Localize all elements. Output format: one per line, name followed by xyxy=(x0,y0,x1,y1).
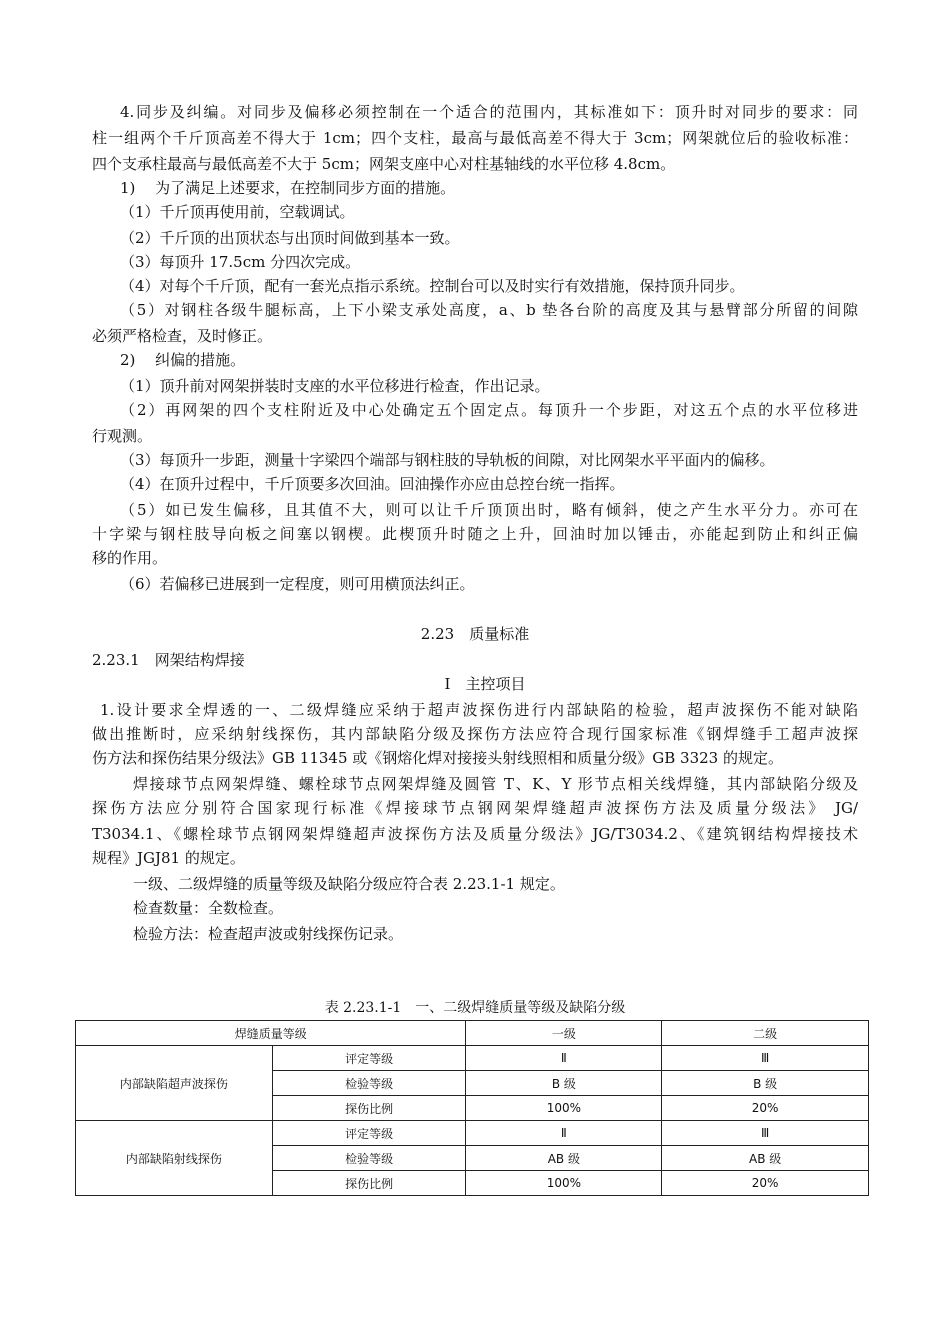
table-cell: Ⅲ xyxy=(662,1121,869,1146)
sync-subheading: 2) 纠偏的措施。 xyxy=(120,351,246,369)
main-para-line: 一级、二级焊缝的质量等级及缺陷分级应符合表 2.23.1-1 规定。 xyxy=(133,875,565,893)
section-title: 2.23 质量标准 xyxy=(420,625,530,643)
list-item: 必须严格检查，及时修正。 xyxy=(92,327,273,345)
sync-para-line: 柱一组两个千斤顶高差不得大于 1cm；四个支柱，最高与最低高差不得大于 3cm；网架就位后的验收标准： xyxy=(92,129,858,147)
table-cell: 探伤比例 xyxy=(272,1171,466,1196)
table-cell: 检验等级 xyxy=(272,1146,466,1171)
table-cell: B 级 xyxy=(662,1071,869,1096)
list-item: （5）如已发生偏移，且其值不大，则可以让千斤顶顶出时，略有倾斜，使之产生水平分力。亦可在 xyxy=(120,501,858,519)
table-group-cell: 内部缺陷超声波探伤 xyxy=(76,1046,273,1121)
table-cell: 探伤比例 xyxy=(272,1096,466,1121)
main-para-line: 检查数量：全数检查。 xyxy=(133,899,284,917)
table-cell: AB 级 xyxy=(466,1146,662,1171)
list-item: （1）顶升前对网架拼装时支座的水平位移进行检查，作出记录。 xyxy=(120,377,550,395)
table-cell: 20% xyxy=(662,1096,869,1121)
table-cell: 100% xyxy=(466,1096,662,1121)
list-item: （3）每顶升一步距，测量十字梁四个端部与钢柱肢的导轨板的间隙，对比网架水平平面内的偏移。 xyxy=(120,451,775,469)
list-item: （5）对钢柱各级牛腿标高，上下小梁支承处高度，a、b 垫各台阶的高度及其与悬臂部分所留的间隙 xyxy=(120,301,858,319)
table-cell: Ⅲ xyxy=(662,1046,869,1071)
list-item: 行观测。 xyxy=(92,427,153,445)
main-para-line: 1.设计要求全焊透的一、二级焊缝应采纳于超声波探伤进行内部缺陷的检验，超声波探伤不能对缺陷 xyxy=(100,701,858,719)
list-item: （2）千斤顶的出顶状态与出顶时间做到基本一致。 xyxy=(120,229,460,247)
table-cell: Ⅱ xyxy=(466,1046,662,1071)
table-header-cell: 焊缝质量等级 xyxy=(76,1021,466,1046)
table-cell: B 级 xyxy=(466,1071,662,1096)
table-cell: Ⅱ xyxy=(466,1121,662,1146)
table-cell: AB 级 xyxy=(662,1146,869,1171)
table-header-cell: 二级 xyxy=(662,1021,869,1046)
main-para-line: 规程》JGJ81 的规定。 xyxy=(92,849,245,867)
table-row xyxy=(76,1121,869,1146)
main-para-line: 检验方法：检查超声波或射线探伤记录。 xyxy=(133,925,404,943)
sync-para-line: 四个支承柱最高与最低高差不大于 5cm；网架支座中心对柱基轴线的水平位移 4.8cm。 xyxy=(92,155,676,173)
list-item: （4）在顶升过程中，千斤顶要多次回油。回油操作亦应由总控台统一指挥。 xyxy=(120,475,625,493)
main-para-line: 做出推断时，应采纳射线探伤，其内部缺陷分级及探伤方法应符合现行国家标准《钢焊缝手工超声波探 xyxy=(92,725,858,743)
list-item: （3）每顶升 17.5cm 分四次完成。 xyxy=(120,253,361,271)
part-title: Ⅰ 主控项目 xyxy=(444,675,526,693)
list-item: （2）再网架的四个支柱附近及中心处确定五个固定点。每顶升一个步距，对这五个点的水平位移进 xyxy=(120,401,858,419)
main-para-line: 伤方法和探伤结果分级法》GB 11345 或《钢熔化焊对接接头射线照相和质量分级》GB 3323 的规定。 xyxy=(92,749,783,767)
list-item: （1）千斤顶再使用前，空载调试。 xyxy=(120,203,355,221)
table-header-row xyxy=(76,1021,869,1046)
table-cell: 检验等级 xyxy=(272,1071,466,1096)
list-item: 十字梁与钢柱肢导向板之间塞以钢楔。此楔顶升时随之上升，回油时加以锤击，亦能起到防止和纠正偏 xyxy=(92,525,858,543)
main-para-line: 焊接球节点网架焊缝、螺栓球节点网架焊缝及圆管 T、K、Y 形节点相关线焊缝，其内部缺陷分级及 xyxy=(133,775,858,793)
subsection-title: 2.23.1 网架结构焊接 xyxy=(92,651,245,669)
table-group-cell: 内部缺陷射线探伤 xyxy=(76,1121,273,1196)
table-cell: 100% xyxy=(466,1171,662,1196)
table-cell: 评定等级 xyxy=(272,1046,466,1071)
table-cell: 20% xyxy=(662,1171,869,1196)
table-cell: 评定等级 xyxy=(272,1121,466,1146)
weld-quality-table xyxy=(75,1020,869,1196)
table-row xyxy=(76,1046,869,1071)
main-para-line: T3034.1、《螺栓球节点钢网架焊缝超声波探伤方法及质量分级法》JG/T3034.2、《建筑钢结构焊接技术 xyxy=(92,825,858,843)
table-caption: 表 2.23.1-1 一、二级焊缝质量等级及缺陷分级 xyxy=(324,1000,626,1016)
list-item: （4）对每个千斤顶，配有一套光点指示系统。控制台可以及时实行有效措施，保持顶升同步。 xyxy=(120,277,745,295)
table-header-cell: 一级 xyxy=(466,1021,662,1046)
list-item: 移的作用。 xyxy=(92,549,168,567)
list-item: （6）若偏移已进展到一定程度，则可用横顶法纠正。 xyxy=(120,575,475,593)
sync-para-line: 4.同步及纠编。对同步及偏移必须控制在一个适合的范围内，其标准如下：顶升时对同步的要求：同 xyxy=(120,103,858,121)
main-para-line: 探伤方法应分别符合国家现行标准《焊接球节点钢网架焊缝超声波探伤方法及质量分级法》 JG/ xyxy=(92,799,858,817)
sync-subheading: 1) 为了满足上述要求，在控制同步方面的措施。 xyxy=(120,179,456,197)
